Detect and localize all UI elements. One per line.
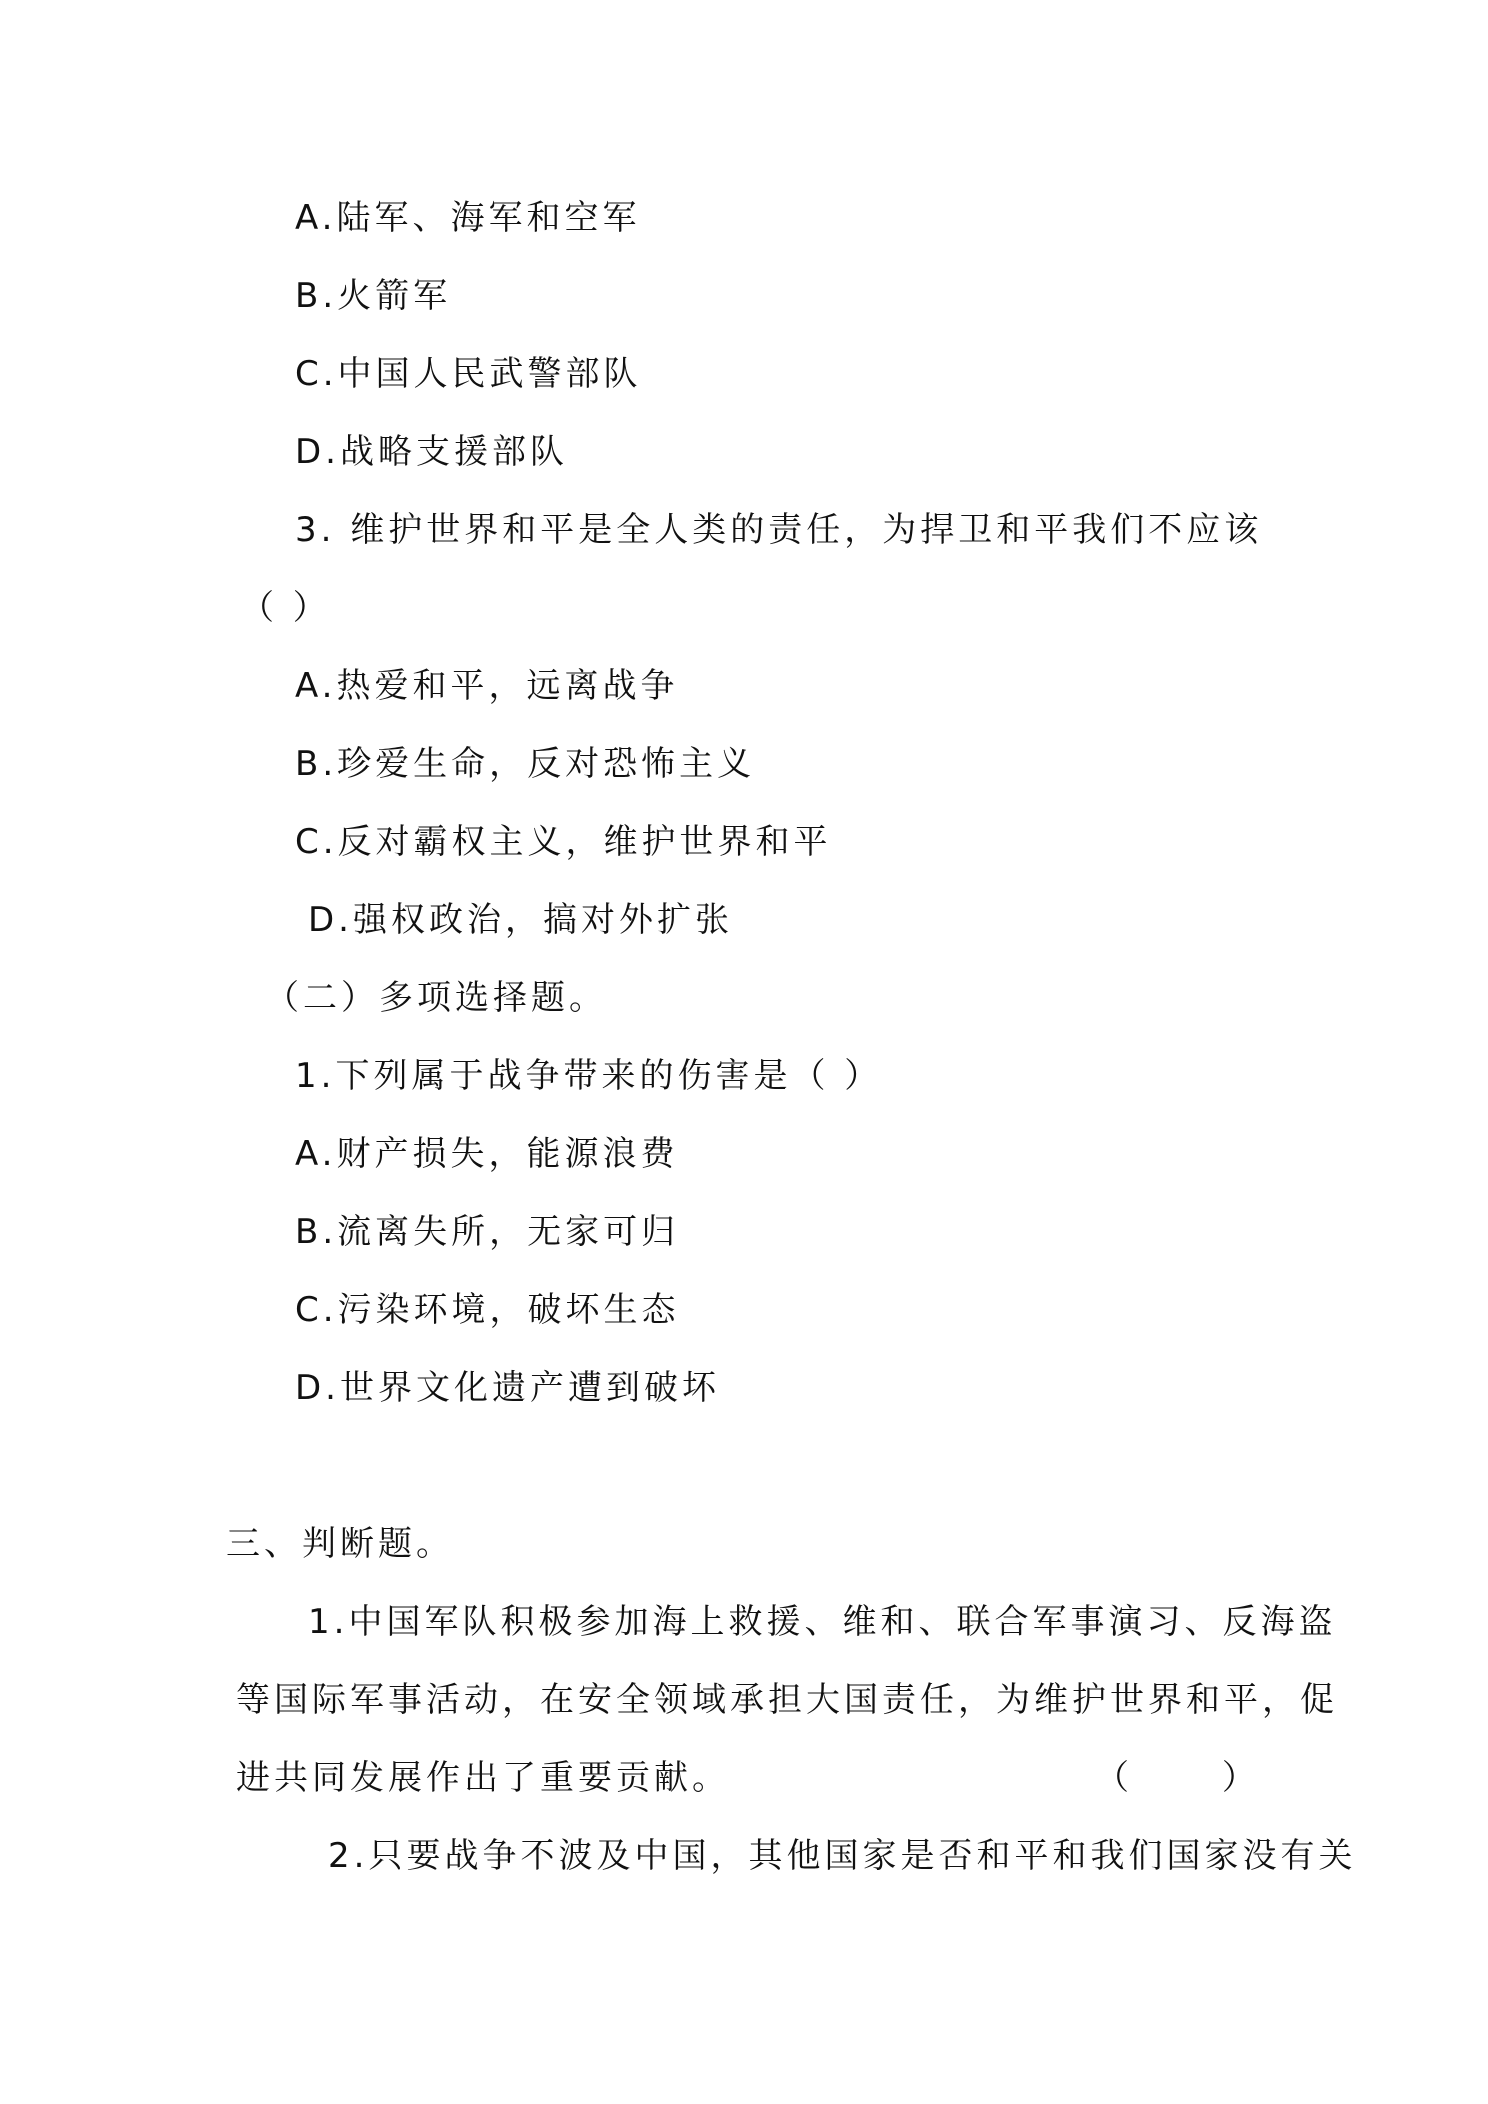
q2-option-a: A.陆军、海军和空军 xyxy=(295,198,641,238)
judge-q1-line1: 1.中国军队积极参加海上救援、维和、联合军事演习、反海盗 xyxy=(308,1602,1337,1642)
q3-option-a: A.热爱和平，远离战争 xyxy=(295,666,679,706)
judge-q1-line3: 进共同发展作出了重要贡献。 xyxy=(236,1758,730,1798)
judge-q1-line2: 等国际军事活动，在安全领域承担大国责任，为维护世界和平，促 xyxy=(236,1680,1338,1720)
judge-q1-answer-blank: （ ） xyxy=(1095,1758,1260,1798)
multi-q1-stem: 1.下列属于战争带来的伤害是（ ） xyxy=(295,1056,883,1096)
multi-q1-option-d: D.世界文化遗产遭到破坏 xyxy=(295,1368,720,1408)
q2-option-b: B.火箭军 xyxy=(295,276,452,316)
judge-q2-line1: 2.只要战争不波及中国，其他国家是否和平和我们国家没有关 xyxy=(328,1836,1357,1876)
q3-option-b: B.珍爱生命，反对恐怖主义 xyxy=(295,744,756,784)
q3-stem: 3. 维护世界和平是全人类的责任，为捍卫和平我们不应该 xyxy=(295,510,1263,550)
multi-q1-option-c: C.污染环境，破坏生态 xyxy=(295,1290,680,1330)
multi-q1-option-b: B.流离失所，无家可归 xyxy=(295,1212,680,1252)
q3-answer-blank: （ ） xyxy=(240,588,331,628)
q3-option-d: D.强权政治，搞对外扩张 xyxy=(308,900,733,940)
judge-section-title: 三、判断题。 xyxy=(226,1524,454,1564)
q3-option-c: C.反对霸权主义，维护世界和平 xyxy=(295,822,832,862)
multi-q1-option-a: A.财产损失，能源浪费 xyxy=(295,1134,679,1174)
q2-option-c: C.中国人民武警部队 xyxy=(295,354,642,394)
multi-choice-section-title: （二）多项选择题。 xyxy=(265,978,607,1018)
q2-option-d: D.战略支援部队 xyxy=(295,432,568,472)
